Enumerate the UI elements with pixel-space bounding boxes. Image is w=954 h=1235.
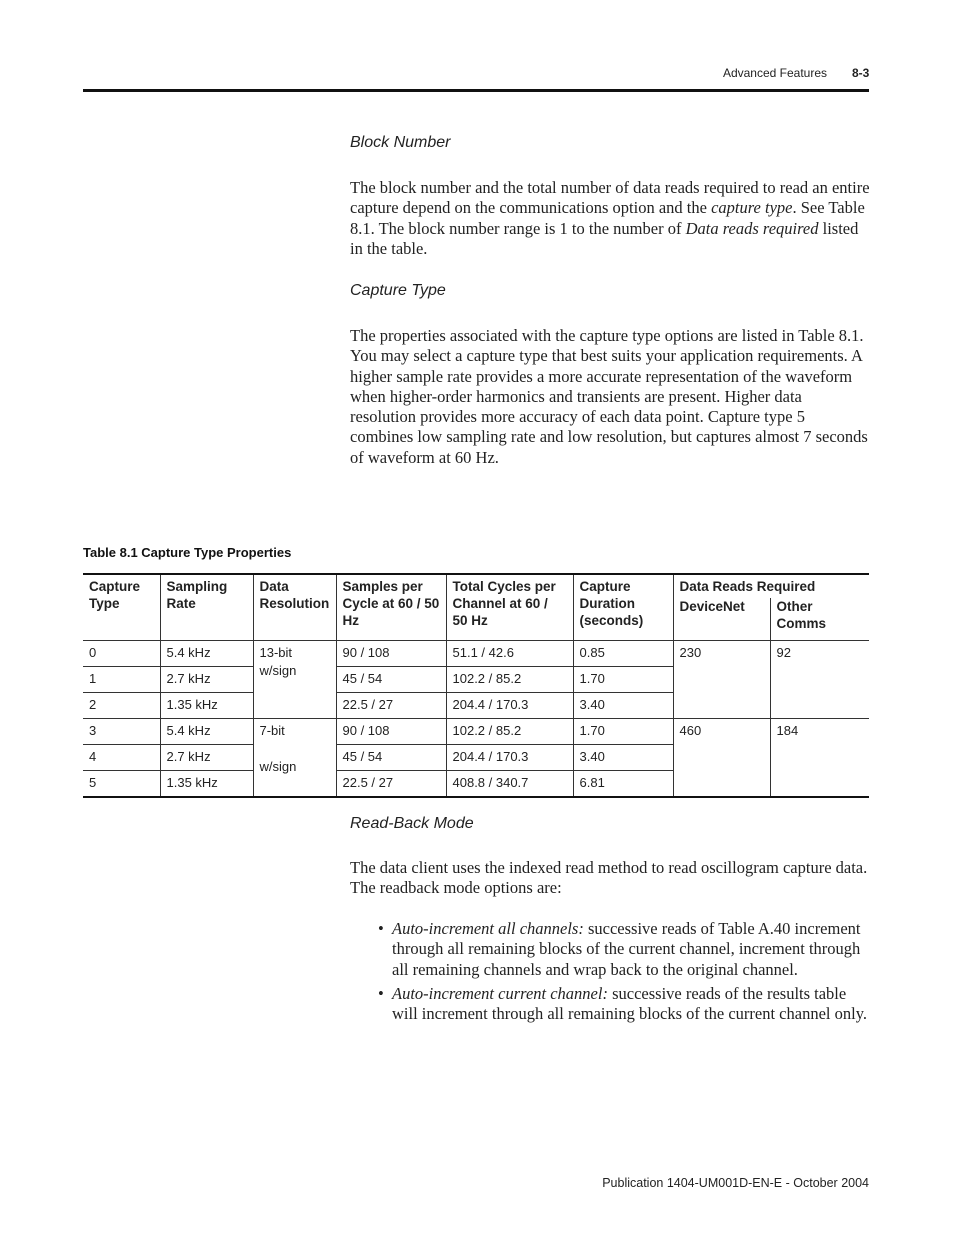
col-header-capture-type: Capture Type <box>83 574 160 641</box>
cell-samples: 90 / 108 <box>336 719 446 745</box>
table-row <box>83 641 869 667</box>
col-header-other-comms: Other Comms <box>770 598 869 641</box>
cell-duration: 1.70 <box>573 667 673 693</box>
cell-duration: 3.40 <box>573 693 673 719</box>
cell-resolution: 7-bit w/sign <box>253 719 336 798</box>
cell-samples: 22.5 / 27 <box>336 693 446 719</box>
cell-rate: 1.35 kHz <box>160 693 253 719</box>
cell-rate: 2.7 kHz <box>160 745 253 771</box>
cell-duration: 1.70 <box>573 719 673 745</box>
cell-duration: 3.40 <box>573 745 673 771</box>
cell-cycles: 204.4 / 170.3 <box>446 745 573 771</box>
col-header-duration: Capture Duration (seconds) <box>573 574 673 641</box>
readback-options-list <box>378 919 870 1028</box>
heading-capture-type: Capture Type <box>350 282 446 299</box>
cell-devicenet: 230 <box>673 641 770 719</box>
col-header-sampling-rate: Sampling Rate <box>160 574 253 641</box>
publication-footer: Publication 1404-UM001D-EN-E - October 2004 <box>602 1176 869 1190</box>
running-header-section: Advanced Features <box>722 66 827 80</box>
col-header-total-cycles: Total Cycles per Channel at 60 / 50 Hz <box>446 574 573 641</box>
bullet-icon: • <box>378 919 384 938</box>
cell-samples: 45 / 54 <box>336 745 446 771</box>
cell-rate: 2.7 kHz <box>160 667 253 693</box>
paragraph-read-back-mode: The data client uses the indexed read method to read oscillogram capture data. The readback mode options are: <box>350 858 868 898</box>
cell-cycles: 102.2 / 85.2 <box>446 719 573 745</box>
list-item: • Auto-increment current channel: successive reads of the results table will increment through all remaining blocks of the current channel only. <box>378 983 867 1024</box>
cell-type: 3 <box>83 719 160 745</box>
cell-other-comms: 92 <box>770 641 869 719</box>
cell-samples: 22.5 / 27 <box>336 771 446 798</box>
cell-resolution: 13-bit w/sign <box>253 641 336 719</box>
table-caption: Table 8.1 Capture Type Properties <box>83 545 292 560</box>
cell-cycles: 204.4 / 170.3 <box>446 693 573 719</box>
cell-devicenet: 460 <box>673 719 770 798</box>
cell-rate: 1.35 kHz <box>160 771 253 798</box>
cell-samples: 45 / 54 <box>336 667 446 693</box>
cell-samples: 90 / 108 <box>336 641 446 667</box>
cell-type: 0 <box>83 641 160 667</box>
table-header-row <box>83 574 869 598</box>
paragraph-capture-type: The properties associated with the capture type options are listed in Table 8.1. You may select a capture type that best suits your application requirements. A higher sample rate provides a more accurate representation of the waveform when higher-order harmonics and transients are present. Higher data resolution provides more accuracy of each data point. Capture type 5 combines low sampling rate and low resolution, but captures almost 7 seconds of waveform at 60 Hz. <box>350 326 868 467</box>
cell-rate: 5.4 kHz <box>160 719 253 745</box>
col-header-samples: Samples per Cycle at 60 / 50 Hz <box>336 574 446 641</box>
cell-duration: 6.81 <box>573 771 673 798</box>
heading-block-number: Block Number <box>350 134 451 151</box>
bullet-icon: • <box>378 983 384 1003</box>
cell-cycles: 102.2 / 85.2 <box>446 667 573 693</box>
cell-type: 4 <box>83 745 160 771</box>
header-rule <box>83 89 869 92</box>
capture-type-table <box>83 573 869 798</box>
cell-rate: 5.4 kHz <box>160 641 253 667</box>
col-header-reads-required: Data Reads Required <box>673 574 869 598</box>
cell-type: 1 <box>83 667 160 693</box>
col-header-devicenet: DeviceNet <box>673 598 770 641</box>
page-number: 8-3 <box>852 66 870 80</box>
cell-cycles: 51.1 / 42.6 <box>446 641 573 667</box>
paragraph-block-number: The block number and the total number of data reads required to read an entire capture depend on the communications option and the capture type. See Table 8.1. The block number range is 1 to the number of Data reads required listed in the table. <box>350 178 870 258</box>
list-item: • Auto-increment all channels: successive reads of Table A.40 increment through all remaining blocks of the current channel, increment through all remaining channels and wrap back to the original channel. <box>378 919 861 979</box>
cell-type: 2 <box>83 693 160 719</box>
heading-read-back-mode: Read-Back Mode <box>350 815 474 832</box>
cell-type: 5 <box>83 771 160 798</box>
table-row <box>83 719 869 745</box>
cell-cycles: 408.8 / 340.7 <box>446 771 573 798</box>
col-header-data-resolution: Data Resolution <box>253 574 336 641</box>
cell-duration: 0.85 <box>573 641 673 667</box>
cell-other-comms: 184 <box>770 719 869 798</box>
